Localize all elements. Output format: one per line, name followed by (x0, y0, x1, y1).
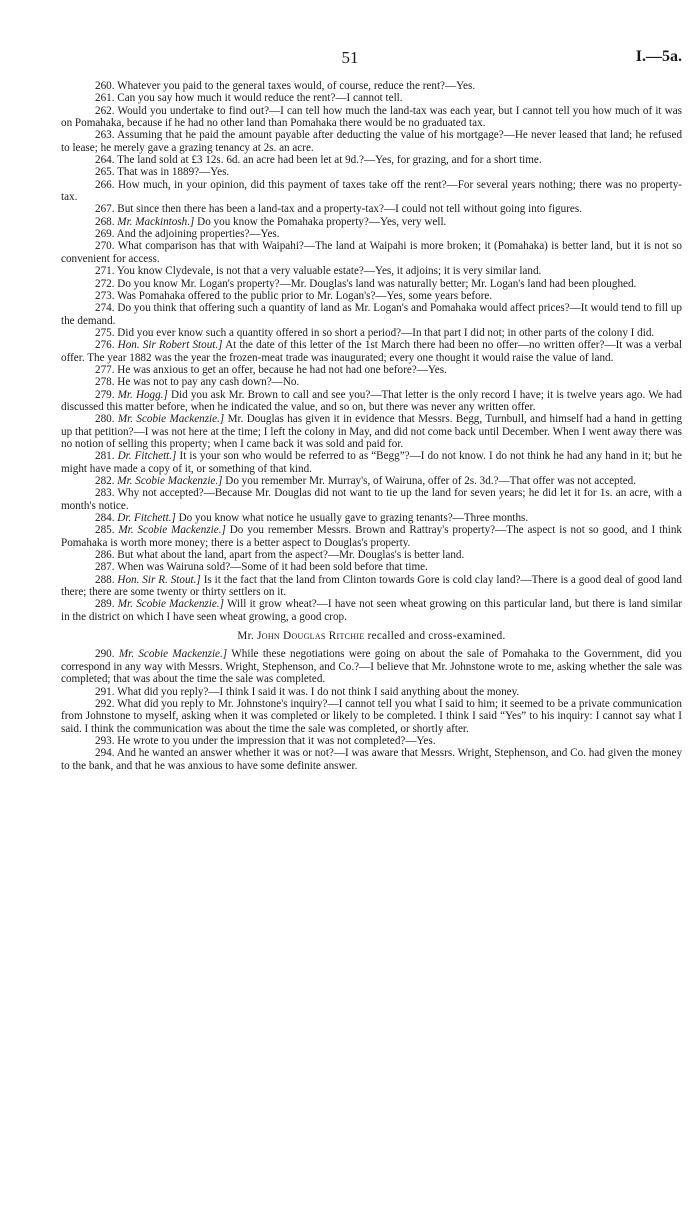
question-number: 262. (95, 104, 115, 117)
testimony-text: What did you reply to Mr. Johnstone's inquiry?—I cannot tell you what I said to him; it seemed to be a private communication from Johnstone to myself, asking when it was completed or likely to be completed. I think I said “Yes” to his inquiry: I cannot say what I said. I think the communication was about the time the sale was completed, or shortly after. (61, 697, 682, 735)
question-number: 287. (95, 561, 115, 574)
testimony-paragraph (61, 487, 682, 512)
testimony-text: Would you undertake to find out?—I can tell how much the land-tax was each year, but I cannot tell you how much of it was on Pomahaka, because if he had no other land than Pomahaka there would be no graduated tax. (61, 104, 682, 130)
question-number: 277. (95, 363, 115, 376)
question-number: 292. (95, 697, 115, 710)
testimony-text: How much, in your opinion, did this payment of taxes take off the rent?—For several years nothing; there was no property-tax. (61, 178, 682, 204)
testimony-paragraph (61, 240, 682, 265)
speaker-name: Dr. Fitchett.] (117, 450, 177, 463)
testimony-text: Will it grow wheat?—I have not seen wheat growing on this particular land, but there is land similar in the district on which I have seen wheat growing, a good crop. (61, 598, 682, 623)
testimony-paragraph (61, 278, 682, 290)
testimony-text: Do you know Mr. Logan's property?—Mr. Douglas's land was naturally better; Mr. Logan's land had been ploughed. (117, 277, 637, 290)
testimony-text: What did you reply?—I think I said it was. I do not think I said anything about the money. (117, 685, 520, 698)
question-number: 286. (95, 549, 115, 562)
testimony-text: But what about the land, apart from the aspect?—Mr. Douglas's is better land. (117, 549, 465, 562)
page-number: 51 (341, 48, 359, 67)
testimony-paragraph (61, 413, 682, 450)
page-header (0, 48, 700, 72)
question-number: 291. (95, 685, 115, 698)
question-number: 294. (95, 747, 115, 760)
testimony-text: The land sold at £3 12s. 6d. an acre had been let at 9d.?—Yes, for grazing, and for a short time. (117, 154, 542, 167)
testimony-text: Assuming that he paid the amount payable after deducting the value of his mortgage?—He never leased that land; he refused to lease; he merely gave a grazing tenancy at 2s. an acre. (61, 129, 683, 154)
question-number: 284. (95, 512, 115, 525)
testimony-paragraph (61, 179, 682, 204)
speaker-name: Dr. Fitchett.] (117, 512, 176, 525)
question-number: 260. (95, 80, 115, 92)
question-number: 271. (95, 265, 115, 278)
testimony-text: Do you know the Pomahaka property?—Yes, very well. (197, 215, 447, 228)
testimony-text: At the date of this letter of the 1st March there had been no offer—no written offer?—It was a verbal offer. The year 1882 was the year the frozen-meat trade was inaugurated; every one thought it would raise the value of land. (61, 339, 683, 364)
question-number: 269. (95, 228, 115, 241)
speaker-name: Mr. Scobie Mackenzie.] (118, 648, 228, 661)
testimony-paragraph (61, 648, 682, 685)
evidence-section-a (61, 80, 682, 623)
question-number: 267. (95, 203, 115, 216)
testimony-paragraph (61, 166, 682, 178)
testimony-paragraph (61, 364, 682, 376)
testimony-text: He wrote to you under the impression that it was not completed?—Yes. (117, 734, 436, 747)
testimony-text: Is it the fact that the land from Clinton towards Gore is cold clay land?—There is a good deal of good land there; there are some twenty or thirty settlers on it. (61, 573, 682, 599)
testimony-text: He was anxious to get an offer, because he had not had one before?—Yes. (117, 363, 447, 376)
testimony-text: That was in 1889?—Yes. (117, 166, 230, 179)
testimony-text: It is your son who would be referred to as “Begg”?—I do not know. I do not think he had any hand in it; but he might have made a copy of it, or something of that kind. (61, 450, 682, 475)
heading-suffix: recalled and cross-examined. (367, 630, 506, 643)
testimony-text: Was Pomahaka offered to the public prior to Mr. Logan's?—Yes, some years before. (117, 289, 493, 302)
testimony-paragraph (61, 327, 682, 339)
testimony-paragraph (61, 203, 682, 215)
question-number: 261. (95, 92, 115, 105)
testimony-paragraph (61, 574, 682, 599)
heading-prefix: Mr. (237, 630, 255, 643)
testimony-paragraph (61, 80, 682, 92)
testimony-paragraph (61, 735, 682, 747)
question-number: 273. (95, 289, 115, 302)
speaker-name: Mr. Scobie Mackenzie.] (117, 475, 223, 487)
question-number: 279. (95, 388, 115, 401)
speaker-name: Mr. Hogg.] (117, 388, 168, 401)
testimony-text: Do you remember Messrs. Brown and Rattray's property?—The aspect is not so good, and I think Pomahaka is worth more money; there is a better aspect to Douglas's property. (61, 524, 682, 549)
question-number: 270. (95, 240, 115, 253)
speaker-name: Mr. Scobie Mackenzie.] (118, 524, 226, 537)
speaker-name: Mr. Mackintosh.] (117, 215, 195, 228)
testimony-text: He was not to pay any cash down?—No. (117, 376, 300, 389)
testimony-paragraph (61, 475, 682, 487)
testimony-text: And the adjoining properties?—Yes. (116, 228, 280, 241)
testimony-paragraph (61, 561, 682, 573)
testimony-paragraph (61, 302, 682, 327)
testimony-paragraph (61, 450, 682, 475)
testimony-text: Can you say how much it would reduce the rent?—I cannot tell. (117, 92, 403, 105)
question-number: 275. (95, 326, 115, 339)
witness-name: John Douglas Ritchie (257, 630, 365, 643)
question-number: 288. (95, 573, 115, 586)
question-number: 264. (95, 154, 115, 167)
testimony-paragraph (61, 512, 682, 524)
testimony-text: What comparison has that with Waipahi?—The land at Waipahi is more broken; it (Pomahaka) is better land, but it is not so convenient for access. (61, 240, 682, 265)
question-number: 272. (95, 277, 115, 290)
testimony-text: When was Wairuna sold?—Some of it had been sold before that time. (117, 561, 428, 574)
testimony-paragraph (61, 129, 682, 154)
testimony-text: Do you know what notice he usually gave to grazing tenants?—Three months. (178, 512, 529, 525)
question-number: 278. (95, 376, 115, 389)
question-number: 282. (95, 475, 115, 487)
document-reference: I.—5a. (635, 48, 682, 65)
testimony-paragraph (61, 154, 682, 166)
testimony-paragraph (61, 290, 682, 302)
question-number: 266. (95, 178, 115, 191)
testimony-text: Do you think that offering such a quantity of land as Mr. Logan's and Pomahaka would affect prices?—It would tend to fill up the demand. (61, 302, 682, 327)
testimony-text: Whatever you paid to the general taxes would, of course, reduce the rent?—Yes. (117, 80, 476, 92)
testimony-text: Did you ever know such a quantity offered in so short a period?—In that part I did not; in other parts of the colony I did. (117, 326, 655, 339)
testimony-text: But since then there has been a land-tax and a property-tax?—I could not tell without going into figures. (117, 203, 582, 216)
evidence-section-b (61, 648, 682, 771)
testimony-text: You know Clydevale, is not that a very valuable estate?—Yes, it adjoins; it is very similar land. (116, 265, 542, 278)
testimony-paragraph (61, 549, 682, 561)
testimony-paragraph (61, 598, 682, 623)
testimony-paragraph (61, 228, 682, 240)
testimony-paragraph (61, 686, 682, 698)
testimony-paragraph (61, 92, 682, 104)
testimony-paragraph (61, 339, 682, 364)
testimony-paragraph (61, 698, 682, 735)
section-heading (61, 630, 682, 642)
testimony-paragraph (61, 216, 682, 228)
question-number: 280. (95, 413, 115, 426)
question-number: 268. (95, 215, 115, 228)
speaker-name: Mr. Scobie Mackenzie.] (117, 413, 225, 426)
question-number: 274. (95, 302, 115, 315)
testimony-text: Why not accepted?—Because Mr. Douglas did not want to tie up the land for seven years; he did let it for 1s. an acre, with a month's notice. (61, 487, 682, 512)
question-number: 263. (95, 129, 115, 142)
testimony-text: And he wanted an answer whether it was or not?—I was aware that Messrs. Wright, Stephenson, and Co. had given the money to the bank, and that he was anxious to have some definite answer. (61, 747, 683, 772)
page-body (61, 80, 682, 772)
question-number: 290. (95, 648, 115, 661)
question-number: 289. (95, 598, 115, 611)
testimony-text: Mr. Douglas has given it in evidence that Messrs. Begg, Turnbull, and himself had a hand in getting up that petition?—I was not here at the time; I left the colony in May, and did not come back until December. When I went away there was no notion of selling this property; when I came back it was sold and paid for. (61, 413, 683, 450)
speaker-name: Mr. Scobie Mackenzie.] (117, 598, 224, 611)
testimony-paragraph (61, 747, 682, 772)
speaker-name: Hon. Sir R. Stout.] (117, 573, 201, 586)
question-number: 265. (95, 166, 115, 179)
question-number: 285. (95, 524, 115, 537)
testimony-text: Did you ask Mr. Brown to call and see you?—That letter is the only record I have; it is twelve years ago. We had discussed this matter before, when he indicated the value, and so on, but there was never any written offer. (61, 388, 682, 413)
question-number: 276. (95, 339, 115, 352)
testimony-paragraph (61, 376, 682, 388)
testimony-paragraph (61, 524, 682, 549)
testimony-paragraph (61, 389, 682, 414)
question-number: 293. (95, 734, 115, 747)
testimony-paragraph (61, 105, 682, 130)
speaker-name: Hon. Sir Robert Stout.] (117, 339, 223, 352)
question-number: 281. (95, 450, 115, 463)
testimony-paragraph (61, 265, 682, 277)
question-number: 283. (95, 487, 115, 500)
testimony-text: Do you remember Mr. Murray's, of Wairuna, offer of 2s. 3d.?—That offer was not accepted. (225, 475, 636, 487)
testimony-text: While these negotiations were going on about the sale of Pomahaka to the Government, did you correspond in any way with Messrs. Wright, Stephenson, and Co.?—I believe that Mr. Johnstone wrote to me, asking whether the sale was completed; that was about the time the sale was completed. (61, 648, 683, 686)
